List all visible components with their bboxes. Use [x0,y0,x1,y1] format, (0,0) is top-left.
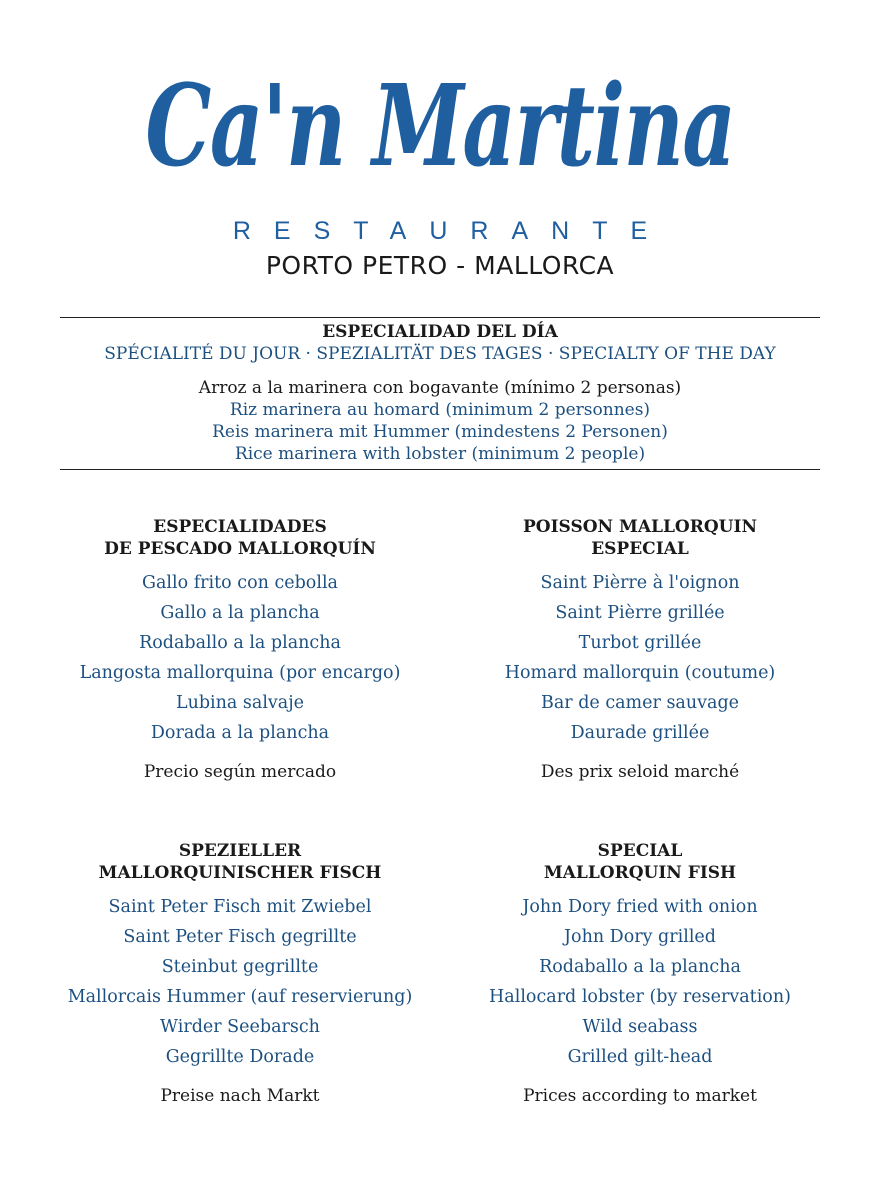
menu-item: Gallo frito con cebolla [142,573,338,593]
section-title: POISSON MALLORQUIN [523,517,757,537]
special-dish-fr: Riz marinera au homard (minimum 2 personnes) [229,400,651,420]
section-title: ESPECIALIDADES [153,517,327,537]
special-dish-de: Reis marinera mit Hummer (mindestens 2 Personen) [212,422,668,442]
section-title: DE PESCADO MALLORQUÍN [104,539,376,559]
menu-item: Rodaballo a la plancha [539,957,741,977]
menu-item: Hallocard lobster (by reservation) [489,987,791,1007]
menu-item: Saint Peter Fisch gegrillte [123,927,357,947]
menu-section-french [440,516,840,783]
menu-item: Bar de camer sauvage [540,693,740,713]
menu-item: Homard mallorquin (coutume) [504,663,776,683]
logo-location: PORTO PETRO - MALLORCA [265,251,615,280]
menu-item: Mallorcais Hummer (auf reservierung) [67,987,413,1007]
menu-item: Rodaballo a la plancha [139,633,341,653]
menu-item: Steinbut gegrillte [161,957,319,977]
special-dish-en: Rice marinera with lobster (minimum 2 people) [234,444,646,464]
menu-item: Saint Peter Fisch mit Zwiebel [108,897,372,917]
price-note: Preise nach Markt [160,1086,320,1106]
menu-item: Daurade grillée [570,723,710,743]
section-title: ESPECIAL [591,539,689,559]
section-title: MALLORQUINISCHER FISCH [98,863,382,883]
menu-item: Lubina salvaje [175,693,305,713]
menu-item: Wirder Seebarsch [160,1017,320,1037]
special-title: ESPECIALIDAD DEL DÍA [322,322,558,342]
price-note: Des prix seloid marché [540,762,740,782]
top-divider [60,317,820,318]
menu-section-german [40,840,440,1107]
menu-item: Langosta mallorquina (por encargo) [79,663,401,683]
price-note: Precio según mercado [143,762,337,782]
menu-item: Turbot grillée [578,633,702,653]
menu-section-english [440,840,840,1107]
special-title-translations: SPÉCIALITÉ DU JOUR · SPEZIALITÄT DES TAGES · SPECIALTY OF THE DAY [104,344,776,364]
restaurant-logo: Ca'n Martina [145,61,735,192]
menu-item: Wild seabass [582,1017,698,1037]
price-note: Prices according to market [523,1086,757,1106]
menu-item: John Dory fried with onion [522,897,758,917]
menu-item: Dorada a la plancha [150,723,330,743]
section-title: SPECIAL [597,841,683,861]
menu-item: Grilled gilt-head [567,1047,713,1067]
logo-subtitle: RESTAURANTE [232,217,671,245]
menu-section-spanish [40,516,440,783]
special-of-the-day [0,321,880,465]
menu-item: Gallo a la plancha [160,603,320,623]
menu-item: Saint Pièrre grillée [555,603,725,623]
section-title: SPEZIELLER [178,841,302,861]
bottom-divider [60,469,820,470]
special-dish-es: Arroz a la marinera con bogavante (mínimo 2 personas) [198,378,682,398]
section-title: MALLORQUIN FISH [543,863,737,883]
menu-item: Gegrillte Dorade [165,1047,315,1067]
menu-item: Saint Pièrre à l'oignon [540,573,740,593]
menu-item: John Dory grilled [564,927,716,947]
